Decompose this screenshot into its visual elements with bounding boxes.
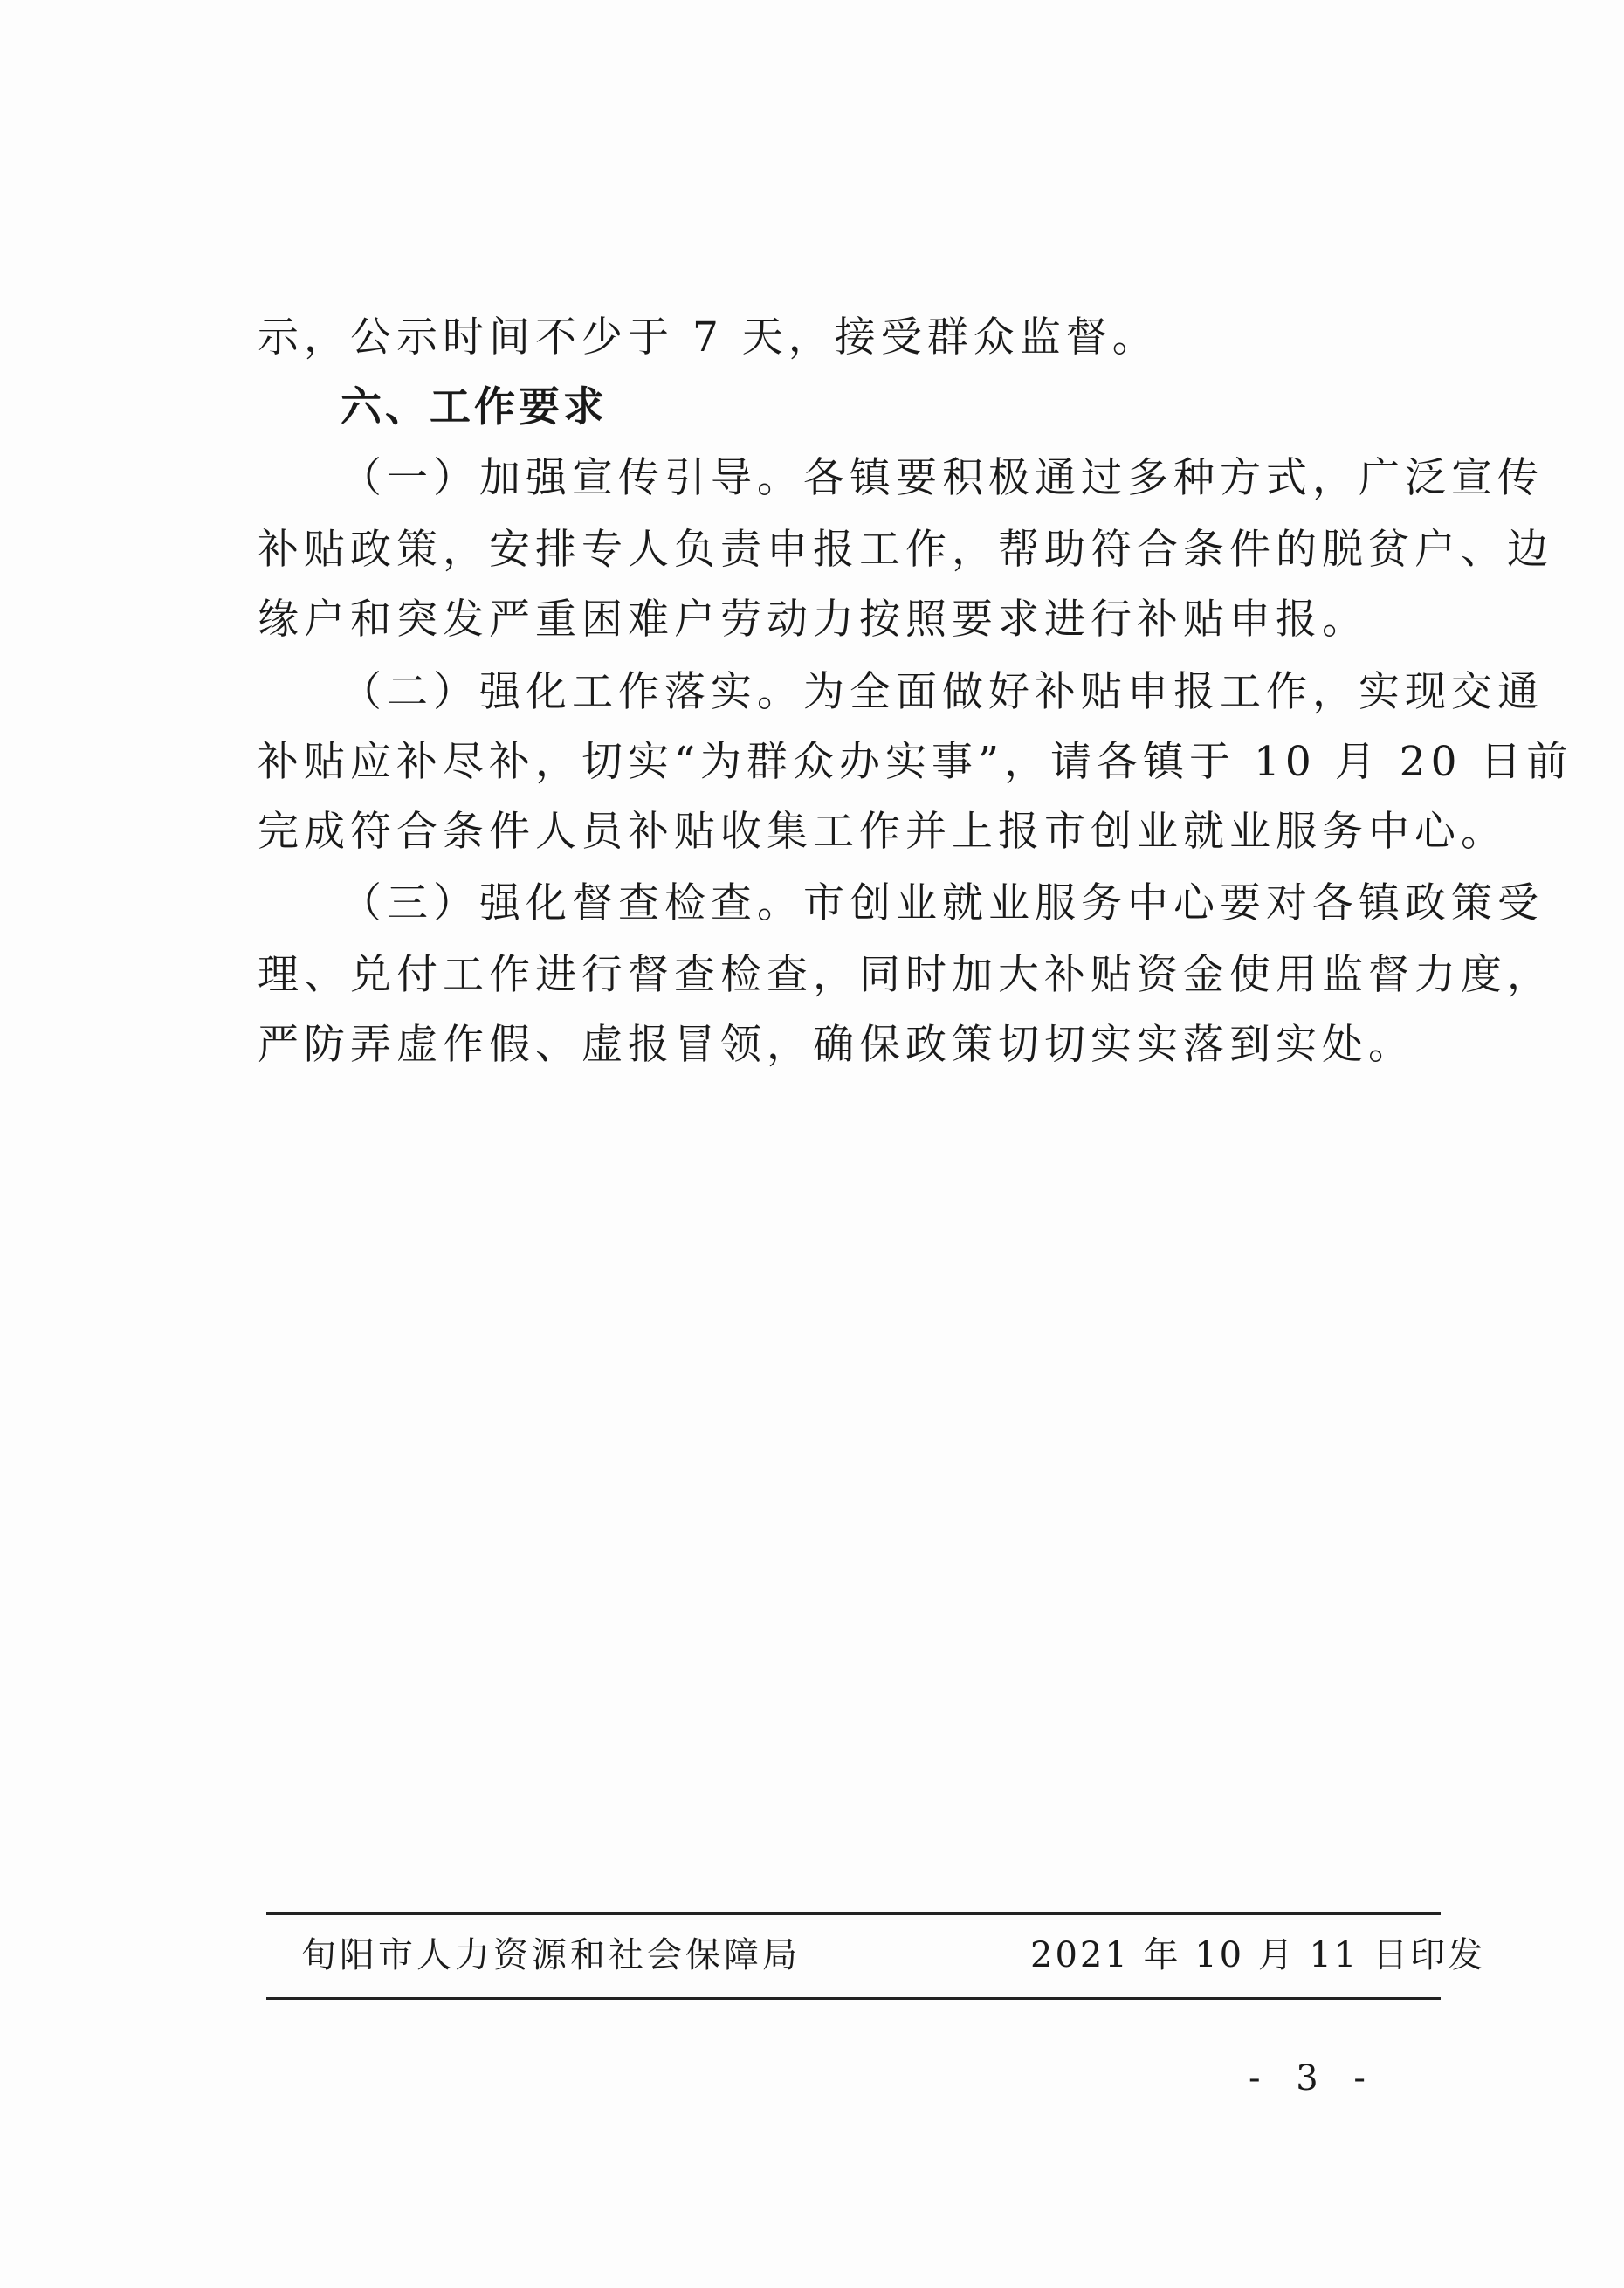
footer-bottom-rule bbox=[266, 1997, 1441, 2000]
issuing-organization: 旬阳市人力资源和社会保障局 bbox=[301, 1935, 801, 1975]
body-line-1: 示，公示时间不少于 7 天，接受群众监督。 bbox=[258, 314, 1159, 362]
body-line-7: 补贴应补尽补，切实“为群众办实事”，请各镇于 10 月 20 日前 bbox=[258, 738, 1573, 786]
footer-top-rule bbox=[266, 1912, 1441, 1915]
body-line-11: 严防弄虚作假、虚报冒领，确保政策切切实实落到实处。 bbox=[258, 1021, 1414, 1069]
body-line-3: （一）加强宣传引导。各镇要积极通过多种方式，广泛宣传 bbox=[341, 454, 1544, 502]
body-line-6: （二）强化工作落实。为全面做好补贴申报工作，实现交通 bbox=[341, 668, 1544, 716]
body-line-10: 理、兑付工作进行督查检查，同时加大补贴资金使用监督力度， bbox=[258, 951, 1553, 999]
section-heading-work-requirements: 六、工作要求 bbox=[341, 383, 608, 431]
body-line-9: （三）强化督查检查。市创业就业服务中心要对各镇政策受 bbox=[341, 879, 1544, 927]
body-line-5: 缘户和突发严重困难户劳动力按照要求进行补贴申报。 bbox=[258, 596, 1368, 644]
issue-date: 2021 年 10 月 11 日印发 bbox=[1030, 1935, 1486, 1975]
page-number: - 3 - bbox=[1249, 2058, 1378, 2098]
body-line-4: 补贴政策，安排专人负责申报工作，帮助符合条件的脱贫户、边 bbox=[258, 526, 1553, 574]
body-line-8: 完成符合条件人员补贴收集工作并上报市创业就业服务中心。 bbox=[258, 808, 1507, 856]
